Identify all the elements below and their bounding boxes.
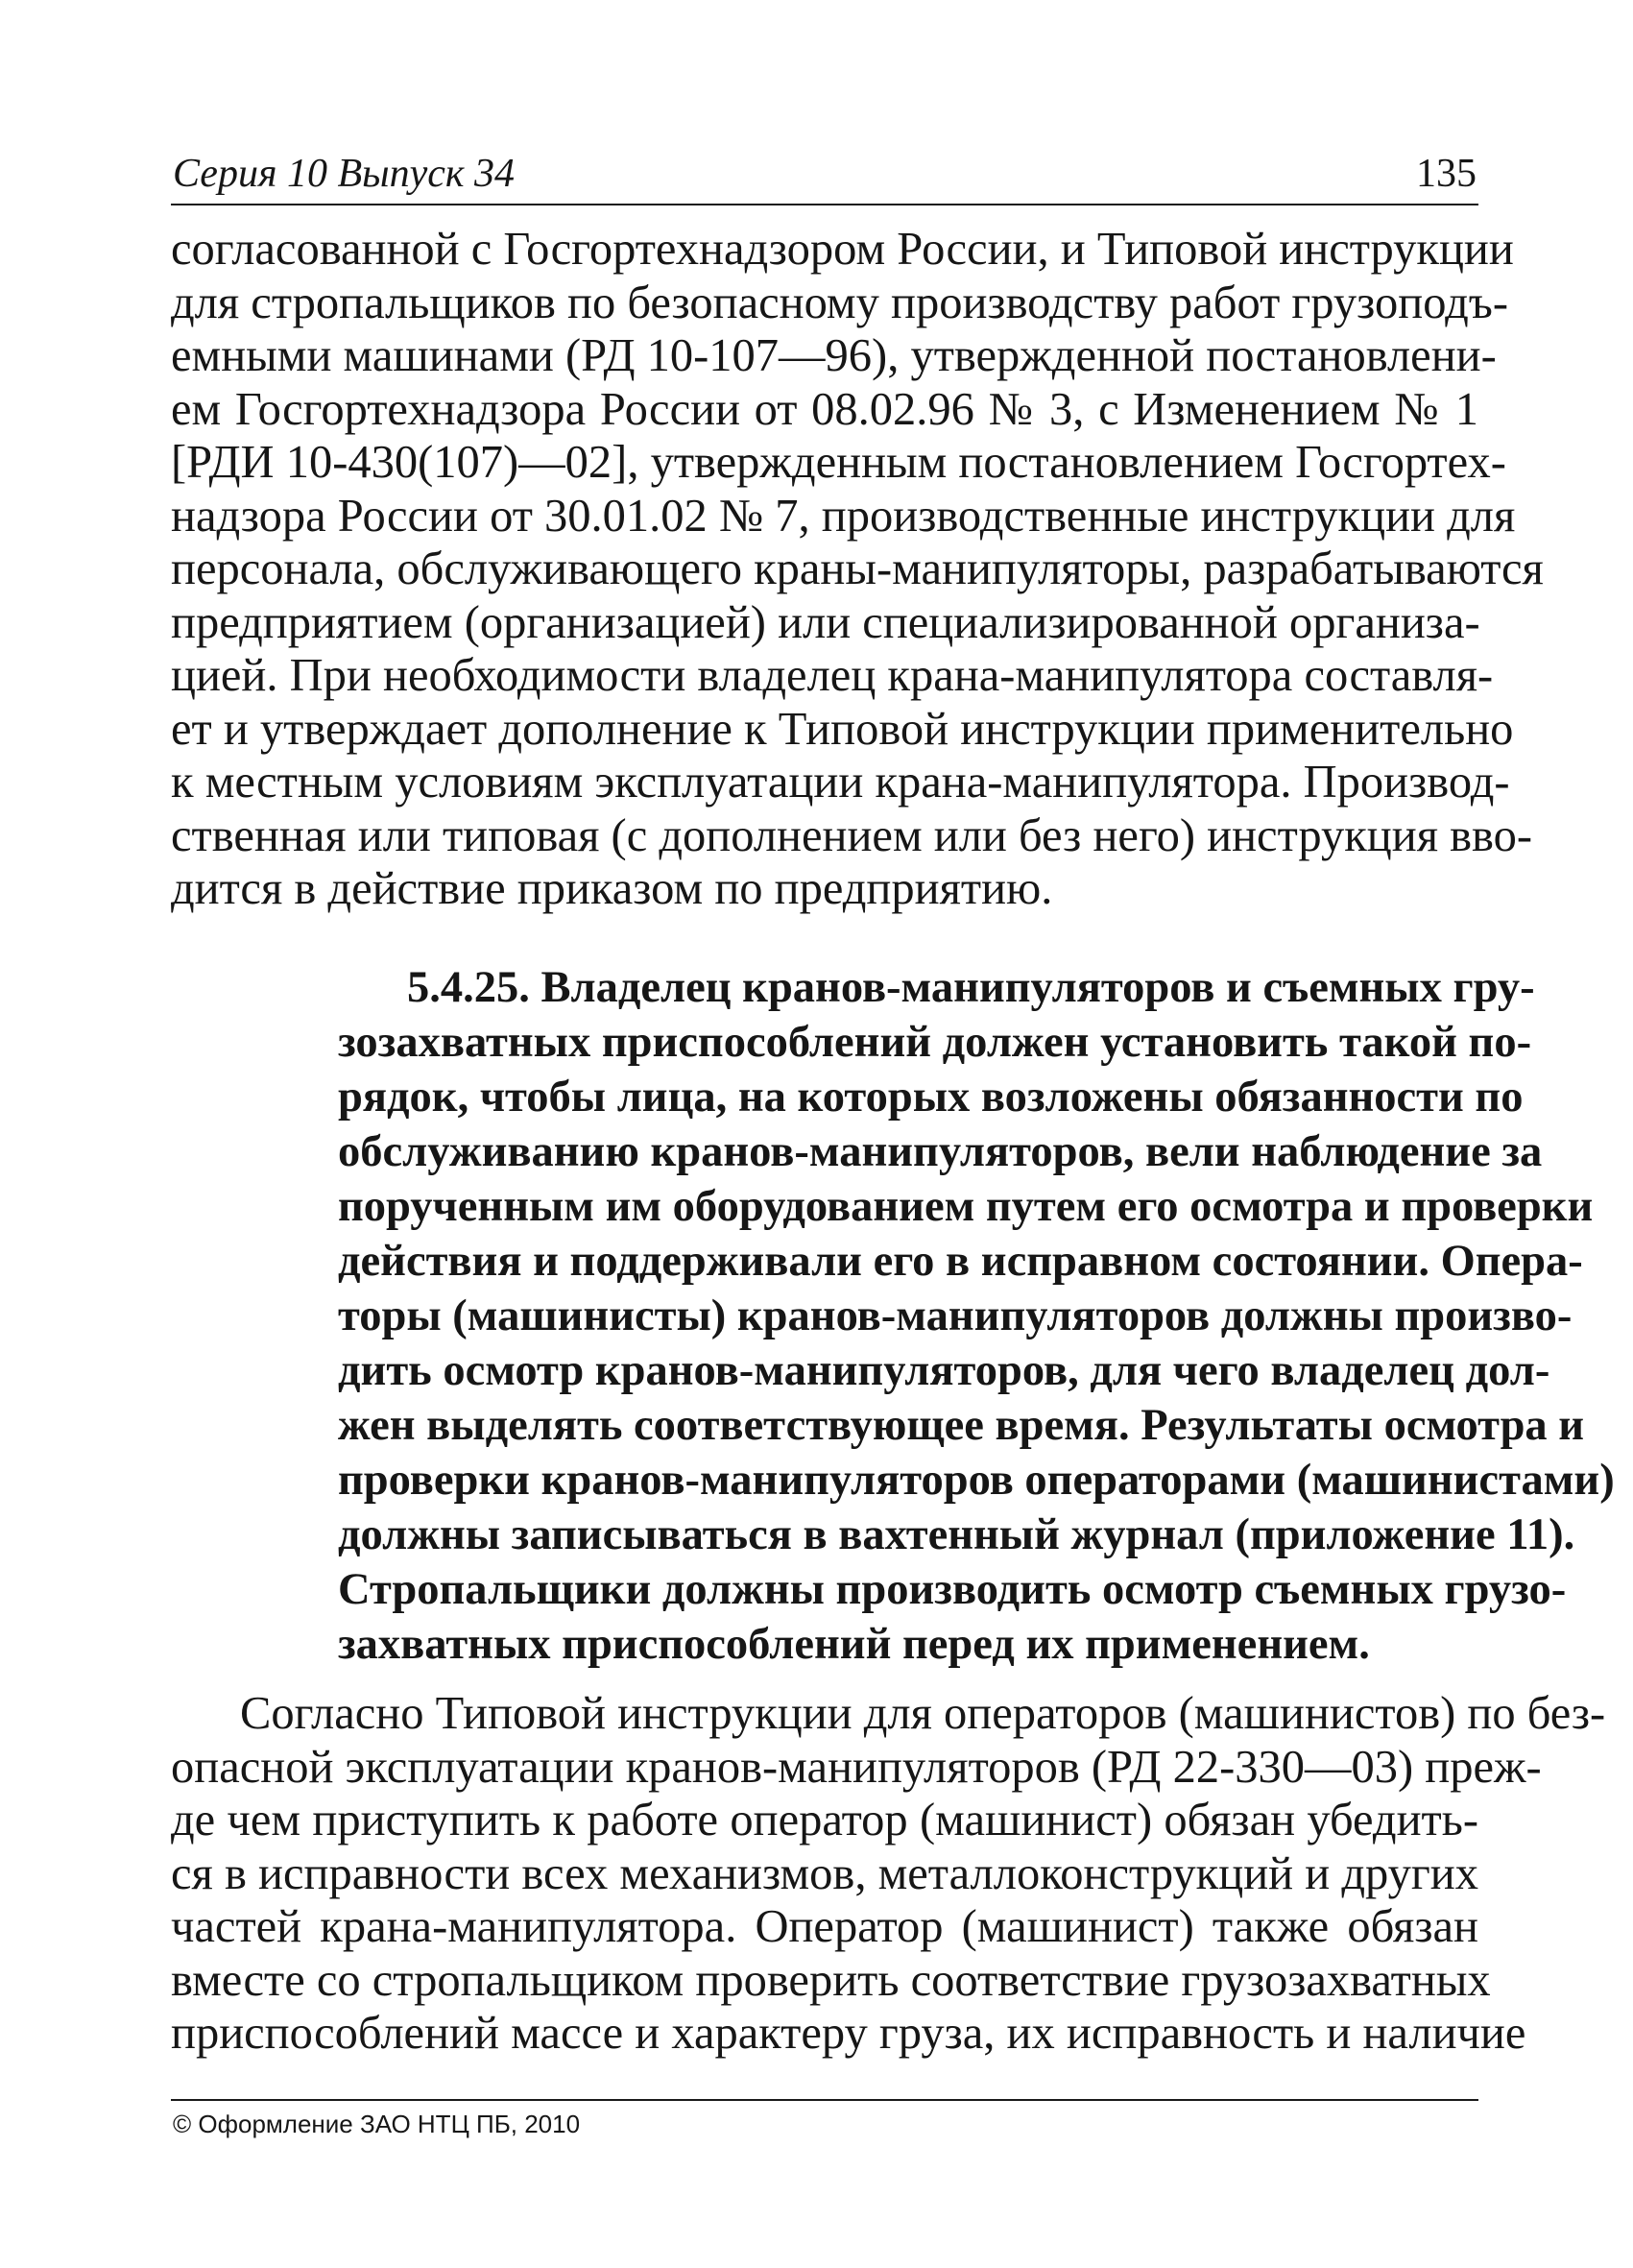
copyright-notice: © Оформление ЗАО НТЦ ПБ, 2010	[173, 2110, 581, 2138]
rule-line: действия и поддерживали его в исправном состоянии. Опера-	[338, 1237, 1583, 1286]
text-line: опасной эксплуатации кранов-манипуляторов (РД 22-330—03) преж-	[171, 1741, 1542, 1793]
text-line: вместе со стропальщиком проверить соответствие грузозахватных	[171, 1954, 1491, 2006]
text-line: ем Госгортехнадзора России от 08.02.96 № 3, с Изменением № 1	[171, 383, 1478, 435]
rule-line: должны записываться в вахтенный журнал (приложение 11).	[338, 1510, 1575, 1559]
series-title: Серия 10 Выпуск 34	[173, 152, 515, 196]
rule-line: обслуживанию кранов-манипуляторов, вели наблюдение за	[338, 1127, 1543, 1176]
paragraph-operator-duties	[171, 1687, 1606, 2061]
text-line: Согласно Типовой инструкции для операторов (машинистов) по без-	[240, 1688, 1606, 1739]
page-footer	[171, 2099, 1478, 2139]
text-line: надзора России от 30.01.02 № 7, производственные инструкции для	[171, 490, 1516, 542]
text-line: к местным условиям эксплуатации крана-манипулятора. Производ-	[171, 757, 1510, 808]
text-line: согласованной с Госгортехнадзором России, и Типовой инструкции	[171, 224, 1514, 275]
text-line: дится в действие приказом по предприятию.	[171, 863, 1053, 914]
page-number: 135	[1416, 152, 1477, 196]
text-line: де чем приступить к работе оператор (машинист) обязан убедить-	[171, 1795, 1478, 1846]
text-line: ет и утверждает дополнение к Типовой инструкции применительно	[171, 703, 1514, 755]
rule-line: торы (машинисты) кранов-манипуляторов должны произво-	[338, 1291, 1573, 1340]
text-line: цией. При необходимости владелец крана-манипулятора составля-	[171, 650, 1494, 701]
rule-line: захватных приспособлений перед их применением.	[338, 1620, 1370, 1669]
rule-line: проверки кранов-манипуляторов операторами (машинистами)	[338, 1456, 1615, 1505]
running-header	[171, 144, 1478, 205]
rule-5-4-25	[338, 960, 1615, 1672]
rule-line: порученным им оборудованием путем его осмотра и проверки	[338, 1182, 1594, 1231]
rule-line: 5.4.25. Владелец кранов-манипуляторов и съемных гру-	[407, 963, 1535, 1012]
text-line: [РДИ 10-430(107)—02], утвержденным постановлением Госгортех-	[171, 437, 1506, 488]
text-line: для стропальщиков по безопасному производству работ грузоподъ-	[171, 277, 1508, 328]
text-line: персонала, обслуживающего краны-манипуляторы, разрабатываются	[171, 543, 1544, 594]
text-line: частей крана-манипулятора. Оператор (машинист) также обязан	[171, 1901, 1478, 1952]
text-line: ся в исправности всех механизмов, металлоконструкций и других	[171, 1847, 1478, 1899]
text-line: приспособлений массе и характеру груза, их исправность и наличие	[171, 2008, 1526, 2059]
text-line: ственная или типовая (с дополнением или без него) инструкция вво-	[171, 809, 1533, 861]
rule-line: зозахватных приспособлений должен установить такой по-	[338, 1018, 1532, 1067]
text-line: предприятием (организацией) или специализированной организа-	[171, 596, 1480, 648]
rule-line: дить осмотр кранов-манипуляторов, для чего владелец дол-	[338, 1346, 1550, 1395]
rule-line: Стропальщики должны производить осмотр съемных грузо-	[338, 1565, 1567, 1614]
rule-line: рядок, чтобы лица, на которых возложены обязанности по	[338, 1073, 1524, 1122]
rule-line: жен выделять соответствующее время. Результаты осмотра и	[338, 1401, 1585, 1450]
paragraph-instructions	[171, 223, 1544, 916]
text-line: емными машинами (РД 10-107—96), утвержденной постановлени-	[171, 330, 1497, 381]
